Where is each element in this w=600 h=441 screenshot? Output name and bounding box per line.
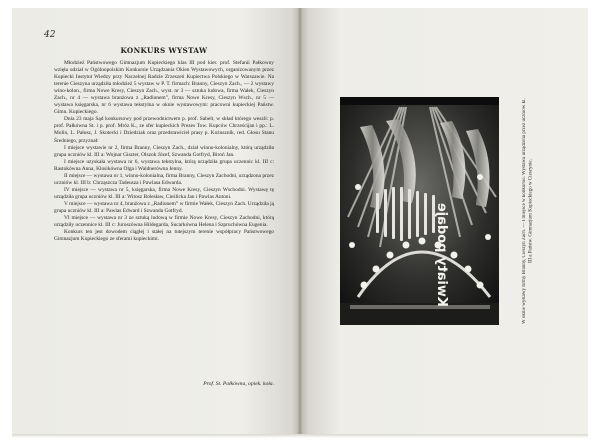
- author-signature: Prof. St. Pałkówna, opiek. koła.: [203, 381, 274, 387]
- shop-window-photo: [340, 97, 499, 325]
- article-paragraph: I miejsce uzyskała wystawa nr 6, wystawa tekstylna, którą urządziła grupa uczennic kl. III c: Rastokówna Anna, Klosikówna Olga i Waldnerówna Jenny.: [54, 158, 274, 172]
- article-paragraph: IV miejsce — wystawa nr 5, księgarska, firma Nowe Kresy, Cieszyn Wschodni. Wystawę tę urządziła grupa uczniów kl. III a: Witosz Bolesław, Cieślicka Jan i Pawlas Antoni.: [54, 186, 274, 200]
- page-number: 42: [44, 30, 56, 40]
- article-paragraph: Dnia 23 maja Sąd konkursowy pod przewodnictwem p. prof. Sabelt, w skład którego weszli: p. prof. Pałkówna St. i p. prof. Mróz K., ze sfer kupieckich Prezes Tow. Kupców Chrześcijan i pp.: L. Molin, L. Pałosz, J. Skotecki i Dziedziak oraz przedstawiciel prasy p. Kożuszník, red. Głosu Stanu Średniego, przyznał:: [54, 116, 274, 144]
- article-paragraph: I miejsce wystawie nr 2, firma Branny, Cieszyn Zach., dział winno-kolonialny, którą urządziła grupa uczniów kl. III a: Wojnar Giszter, Olszok Józef, Szwanda Gotfryd, Biroń Jan.: [54, 144, 274, 158]
- book-gutter: [297, 8, 303, 436]
- photo-caption: W oknie wystawy firmy Branny, Cieszyn Zach. — I miejsce w konkursie. Wystawa urządzona przez uczniów kl. III a Państw. Gimnazjum Kupieckiego w Cieszynie.: [522, 98, 534, 324]
- article-paragraph: VI miejsce — wystawa nr 3 ze sztuką ludową w firmie Nowe Kresy, Cieszyn Zachodni, którą urządziły uczennice kl. III c: Juroszówna Hildegarda, Sucarkówna Helena i Szpruchówna Eugenia.: [54, 215, 274, 229]
- article-paragraph: Młodzież Państwowego Gimnazjum Kupieckiego klas III pod kier. prof. Stefanii Pałkowny wzięła udział w Ogólnopolskim Konkursie Urządzania Okien Wystawowych, organizowanym przez Kupiecki Instytut Wiedzy przy Naczelnej Radzie Zrzeszeń Kupiectwa Polskiego w Warszawie. Na terenie Cieszyna urządziła młodzież 5 wystaw w P. T. firmach: Branny, Cieszyn Zach., — 2 wystawy wino-kolon., firma Nowe Kresy, Cieszyn Zach., wyst. nr 3 — sztuka ludowa, firma Wałek, Cieszyn Zach., nr 4 — wystawa branżowa z „Radionem”, firma Nowe Kresy, Cieszyn Wsch., nr 5 — wystawa księgarska, nr 6 wystawa tekstylna w oknie wystawowym: pracowni kupieckiej Państw. Gimn. Kupieckiego.: [54, 60, 274, 116]
- article-title: KONKURS WYSTAW: [120, 46, 208, 55]
- article-paragraph: II miejsce — wystawa nr 1, winno-kolonialna, firma Branny, Cieszyn Zachodni, urządzona przez uczniów kl. III b: Chrząszcza Tadeusza i Pawlasa Edwarda.: [54, 172, 274, 186]
- article-body: [54, 60, 274, 378]
- article-paragraph: V miejsce — wystawa nr 4, branżowa z „Radionem” w firmie Wałek, Cieszyn Zach. Urządziła ją grupa uczniów kl. III a: Pawlas Edward i Szwanda Gotfryd.: [54, 200, 274, 214]
- page-shadow: [12, 434, 588, 438]
- article-paragraph: Konkurs ten jest dowodem ciągłej i stałej na tutejszym terenie współpracy Państwowego Gimnazjum Kupieckiego ze sferami kupieckimi.: [54, 229, 274, 243]
- photo-lettering: Kwiaty podaje: [434, 202, 449, 307]
